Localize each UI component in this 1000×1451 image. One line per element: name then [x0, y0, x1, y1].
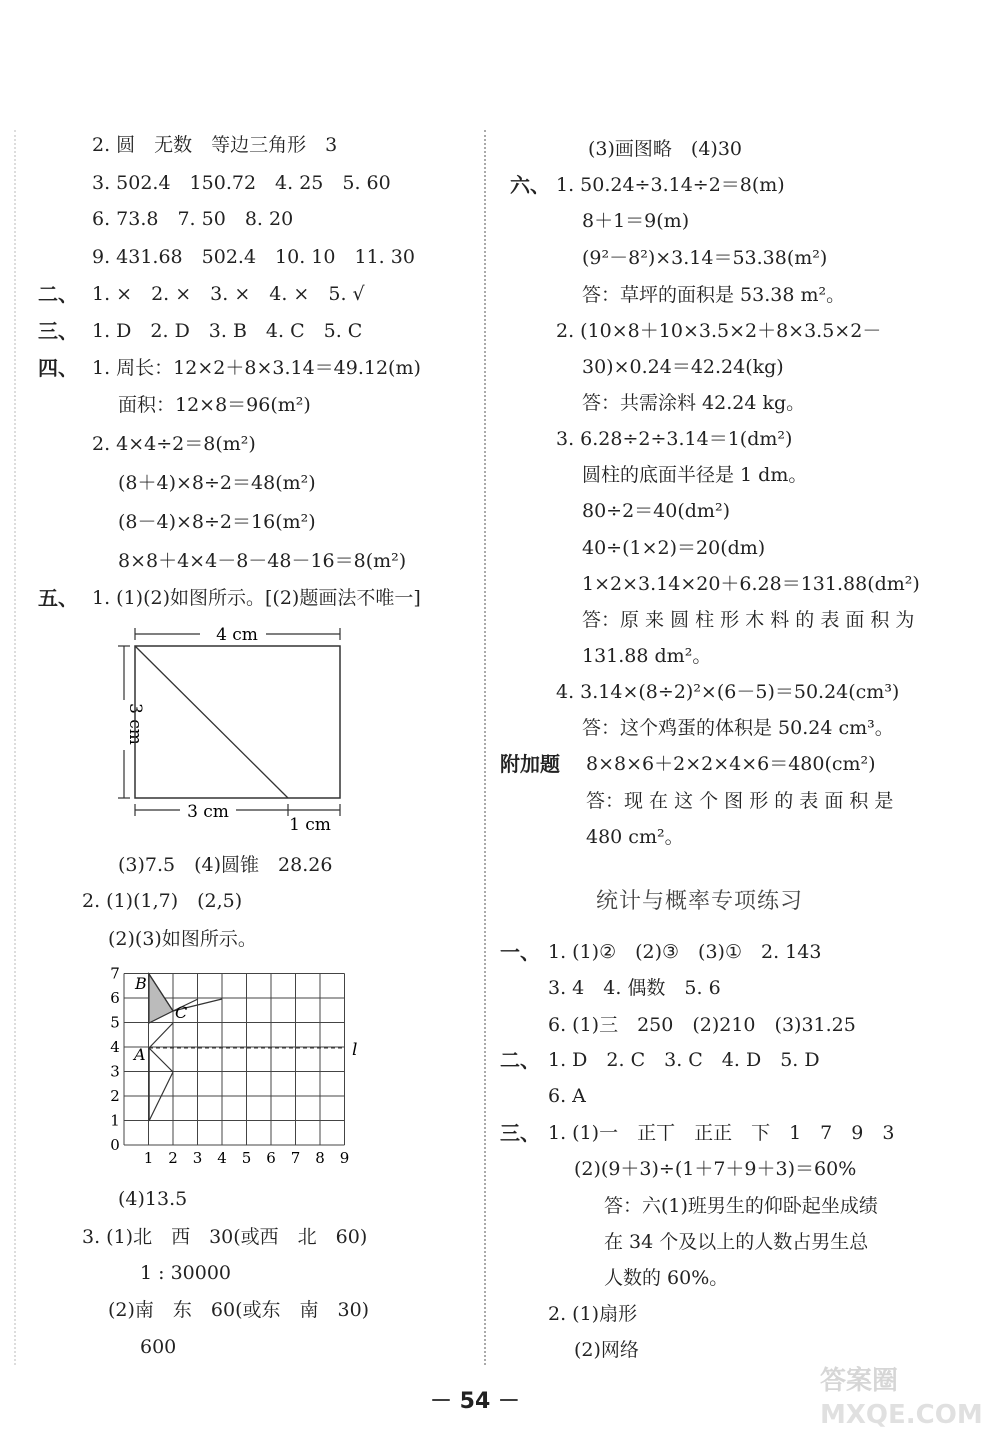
- section-label: 一、: [500, 940, 540, 964]
- x-tick-label: 9: [339, 1149, 350, 1167]
- answer-line: 6. 73.8 7. 50 8. 20: [92, 208, 294, 230]
- answer-line: 480 cm²。: [586, 826, 684, 848]
- answer-line: 圆柱的底面半径是 1 dm。: [582, 464, 808, 486]
- x-tick-label: 6: [266, 1149, 276, 1167]
- y-tick-label: 4: [110, 1038, 120, 1056]
- answer-line: 1. 50.24÷3.14÷2＝8(m): [556, 174, 785, 196]
- answer-line: 在 34 个及以上的人数占男生总: [604, 1231, 869, 1253]
- point-label-c: C: [175, 1003, 188, 1022]
- answer-line: 1. D 2. D 3. B 4. C 5. C: [92, 320, 363, 342]
- answer-line: 4. 3.14×(8÷2)²×(6－5)＝50.24(cm³): [556, 681, 900, 703]
- answer-line: 2. (1)(1,7) (2,5): [82, 890, 243, 912]
- answer-line: 8＋1＝9(m): [582, 210, 690, 232]
- answer-line: (3)画图略 (4)30: [588, 138, 743, 160]
- answer-line: 40÷(1×2)＝20(dm): [582, 537, 766, 559]
- answer-line: (2)南 东 60(或东 南 30): [108, 1299, 370, 1321]
- answer-line: 答：这个鸡蛋的体积是 50.24 cm³。: [582, 717, 894, 739]
- answer-line: 30)×0.24＝42.24(kg): [582, 356, 784, 378]
- page-number: － 54 －: [430, 1389, 520, 1414]
- answer-line: 2. (1)扇形: [548, 1303, 638, 1325]
- answer-line: (8－4)×8÷2＝16(m²): [118, 511, 316, 533]
- answer-line: (8＋4)×8÷2＝48(m²): [118, 472, 316, 494]
- answer-line: 1. × 2. × 3. × 4. × 5. √: [92, 283, 365, 305]
- y-tick-label: 6: [110, 989, 120, 1007]
- answer-line: 1. (1)(2)如图所示。[(2)题画法不唯一]: [92, 587, 421, 609]
- answer-line: 1×2×3.14×20＋6.28＝131.88(dm²): [582, 573, 920, 595]
- y-tick-label: 0: [110, 1136, 120, 1154]
- x-tick-label: 4: [217, 1149, 227, 1167]
- y-tick-label: 3: [110, 1062, 120, 1081]
- answer-line: 9. 431.68 502.4 10. 10 11. 30: [92, 246, 415, 268]
- section-label: 六、: [510, 173, 550, 197]
- answer-line: 1. (1)② (2)③ (3)① 2. 143: [548, 941, 822, 963]
- coordinate-grid-figure: [100, 962, 370, 1172]
- answer-line: 3. 4 4. 偶数 5. 6: [548, 977, 721, 999]
- answer-line: 2. 圆 无数 等边三角形 3: [92, 134, 338, 156]
- section-label: 四、: [38, 356, 78, 380]
- answer-line: 3. (1)北 西 30(或西 北 60): [82, 1226, 368, 1248]
- x-tick-label: 5: [241, 1149, 252, 1167]
- answer-line: 80÷2＝40(dm²): [582, 500, 730, 522]
- answer-line: 2. 4×4÷2＝8(m²): [92, 433, 256, 455]
- x-tick-label: 1: [143, 1149, 154, 1167]
- answer-line: 8×8×6＋2×2×4×6＝480(cm²): [586, 753, 876, 775]
- answer-line: (4)13.5: [118, 1188, 188, 1210]
- watermark-url: MXQE.COM: [820, 1400, 983, 1430]
- answer-line: 3. 6.28÷2÷3.14＝1(dm²): [556, 428, 793, 450]
- answer-line: 8×8＋4×4－8－48－16＝8(m²): [118, 550, 407, 572]
- line-label-l: l: [352, 1040, 358, 1060]
- column-divider: [484, 130, 486, 1365]
- answer-line: 面积：12×8＝96(m²): [118, 394, 311, 416]
- section-label: 附加题: [500, 752, 560, 776]
- dim-top-label: 4 cm: [216, 625, 258, 645]
- point-label-b: B: [135, 974, 147, 993]
- left-margin-dots: [14, 130, 16, 1365]
- y-tick-label: 2: [110, 1087, 120, 1105]
- answer-line: 6. A: [548, 1085, 586, 1107]
- x-tick-label: 8: [315, 1149, 325, 1167]
- answer-line: 1 : 30000: [140, 1262, 232, 1284]
- section-title: 统计与概率专项练习: [596, 889, 804, 914]
- answer-line: 答：原 来 圆 柱 形 木 料 的 表 面 积 为: [582, 609, 915, 631]
- answer-line: 1. 周长：12×2＋8×3.14＝49.12(m): [92, 357, 421, 379]
- answer-line: 1. D 2. C 3. C 4. D 5. D: [548, 1049, 820, 1071]
- answer-line: 2. (10×8＋10×3.5×2＋8×3.5×2－: [556, 320, 882, 342]
- dim-left-label: 3 cm: [125, 703, 145, 745]
- answer-line: (3)7.5 (4)圆锥 28.26: [118, 854, 333, 876]
- answer-line: (2)(3)如图所示。: [108, 928, 257, 950]
- answer-line: 131.88 dm²。: [582, 645, 712, 667]
- answer-line: 600: [140, 1336, 177, 1358]
- section-label: 二、: [38, 282, 78, 306]
- answer-line: 答：共需涂料 42.24 kg。: [582, 392, 806, 414]
- section-label: 二、: [500, 1048, 540, 1072]
- dim-right-label: 1 cm: [289, 815, 331, 835]
- x-tick-label: 2: [168, 1149, 178, 1167]
- section-label: 五、: [38, 586, 78, 610]
- dim-bottom-label: 3 cm: [187, 802, 229, 822]
- answer-line: (9²－8²)×3.14＝53.38(m²): [582, 247, 828, 269]
- answer-line: (2)网络: [574, 1339, 639, 1361]
- point-label-a: A: [134, 1045, 146, 1064]
- answer-line: 人数的 60%。: [604, 1267, 729, 1289]
- answer-line: 6. (1)三 250 (2)210 (3)31.25: [548, 1014, 856, 1036]
- section-label: 三、: [38, 319, 78, 343]
- answer-line: 3. 502.4 150.72 4. 25 5. 60: [92, 172, 391, 194]
- watermark-logo: 答案圈: [820, 1366, 899, 1396]
- y-tick-label: 5: [110, 1013, 120, 1032]
- rectangle-figure: [110, 620, 360, 840]
- y-tick-label: 1: [110, 1111, 120, 1130]
- answer-line: 答：六(1)班男生的仰卧起坐成绩: [604, 1195, 878, 1217]
- section-label: 三、: [500, 1121, 540, 1145]
- answer-line: 答：草坪的面积是 53.38 m²。: [582, 284, 846, 306]
- answer-line: 1. (1)一 正丅 正正 下 1 7 9 3: [548, 1122, 895, 1144]
- answer-line: 答：现 在 这 个 图 形 的 表 面 积 是: [586, 790, 894, 812]
- x-tick-label: 7: [290, 1149, 301, 1167]
- answer-line: (2)(9＋3)÷(1＋7＋9＋3)＝60%: [574, 1158, 857, 1180]
- x-tick-label: 3: [192, 1149, 203, 1167]
- y-tick-label: 7: [110, 964, 120, 983]
